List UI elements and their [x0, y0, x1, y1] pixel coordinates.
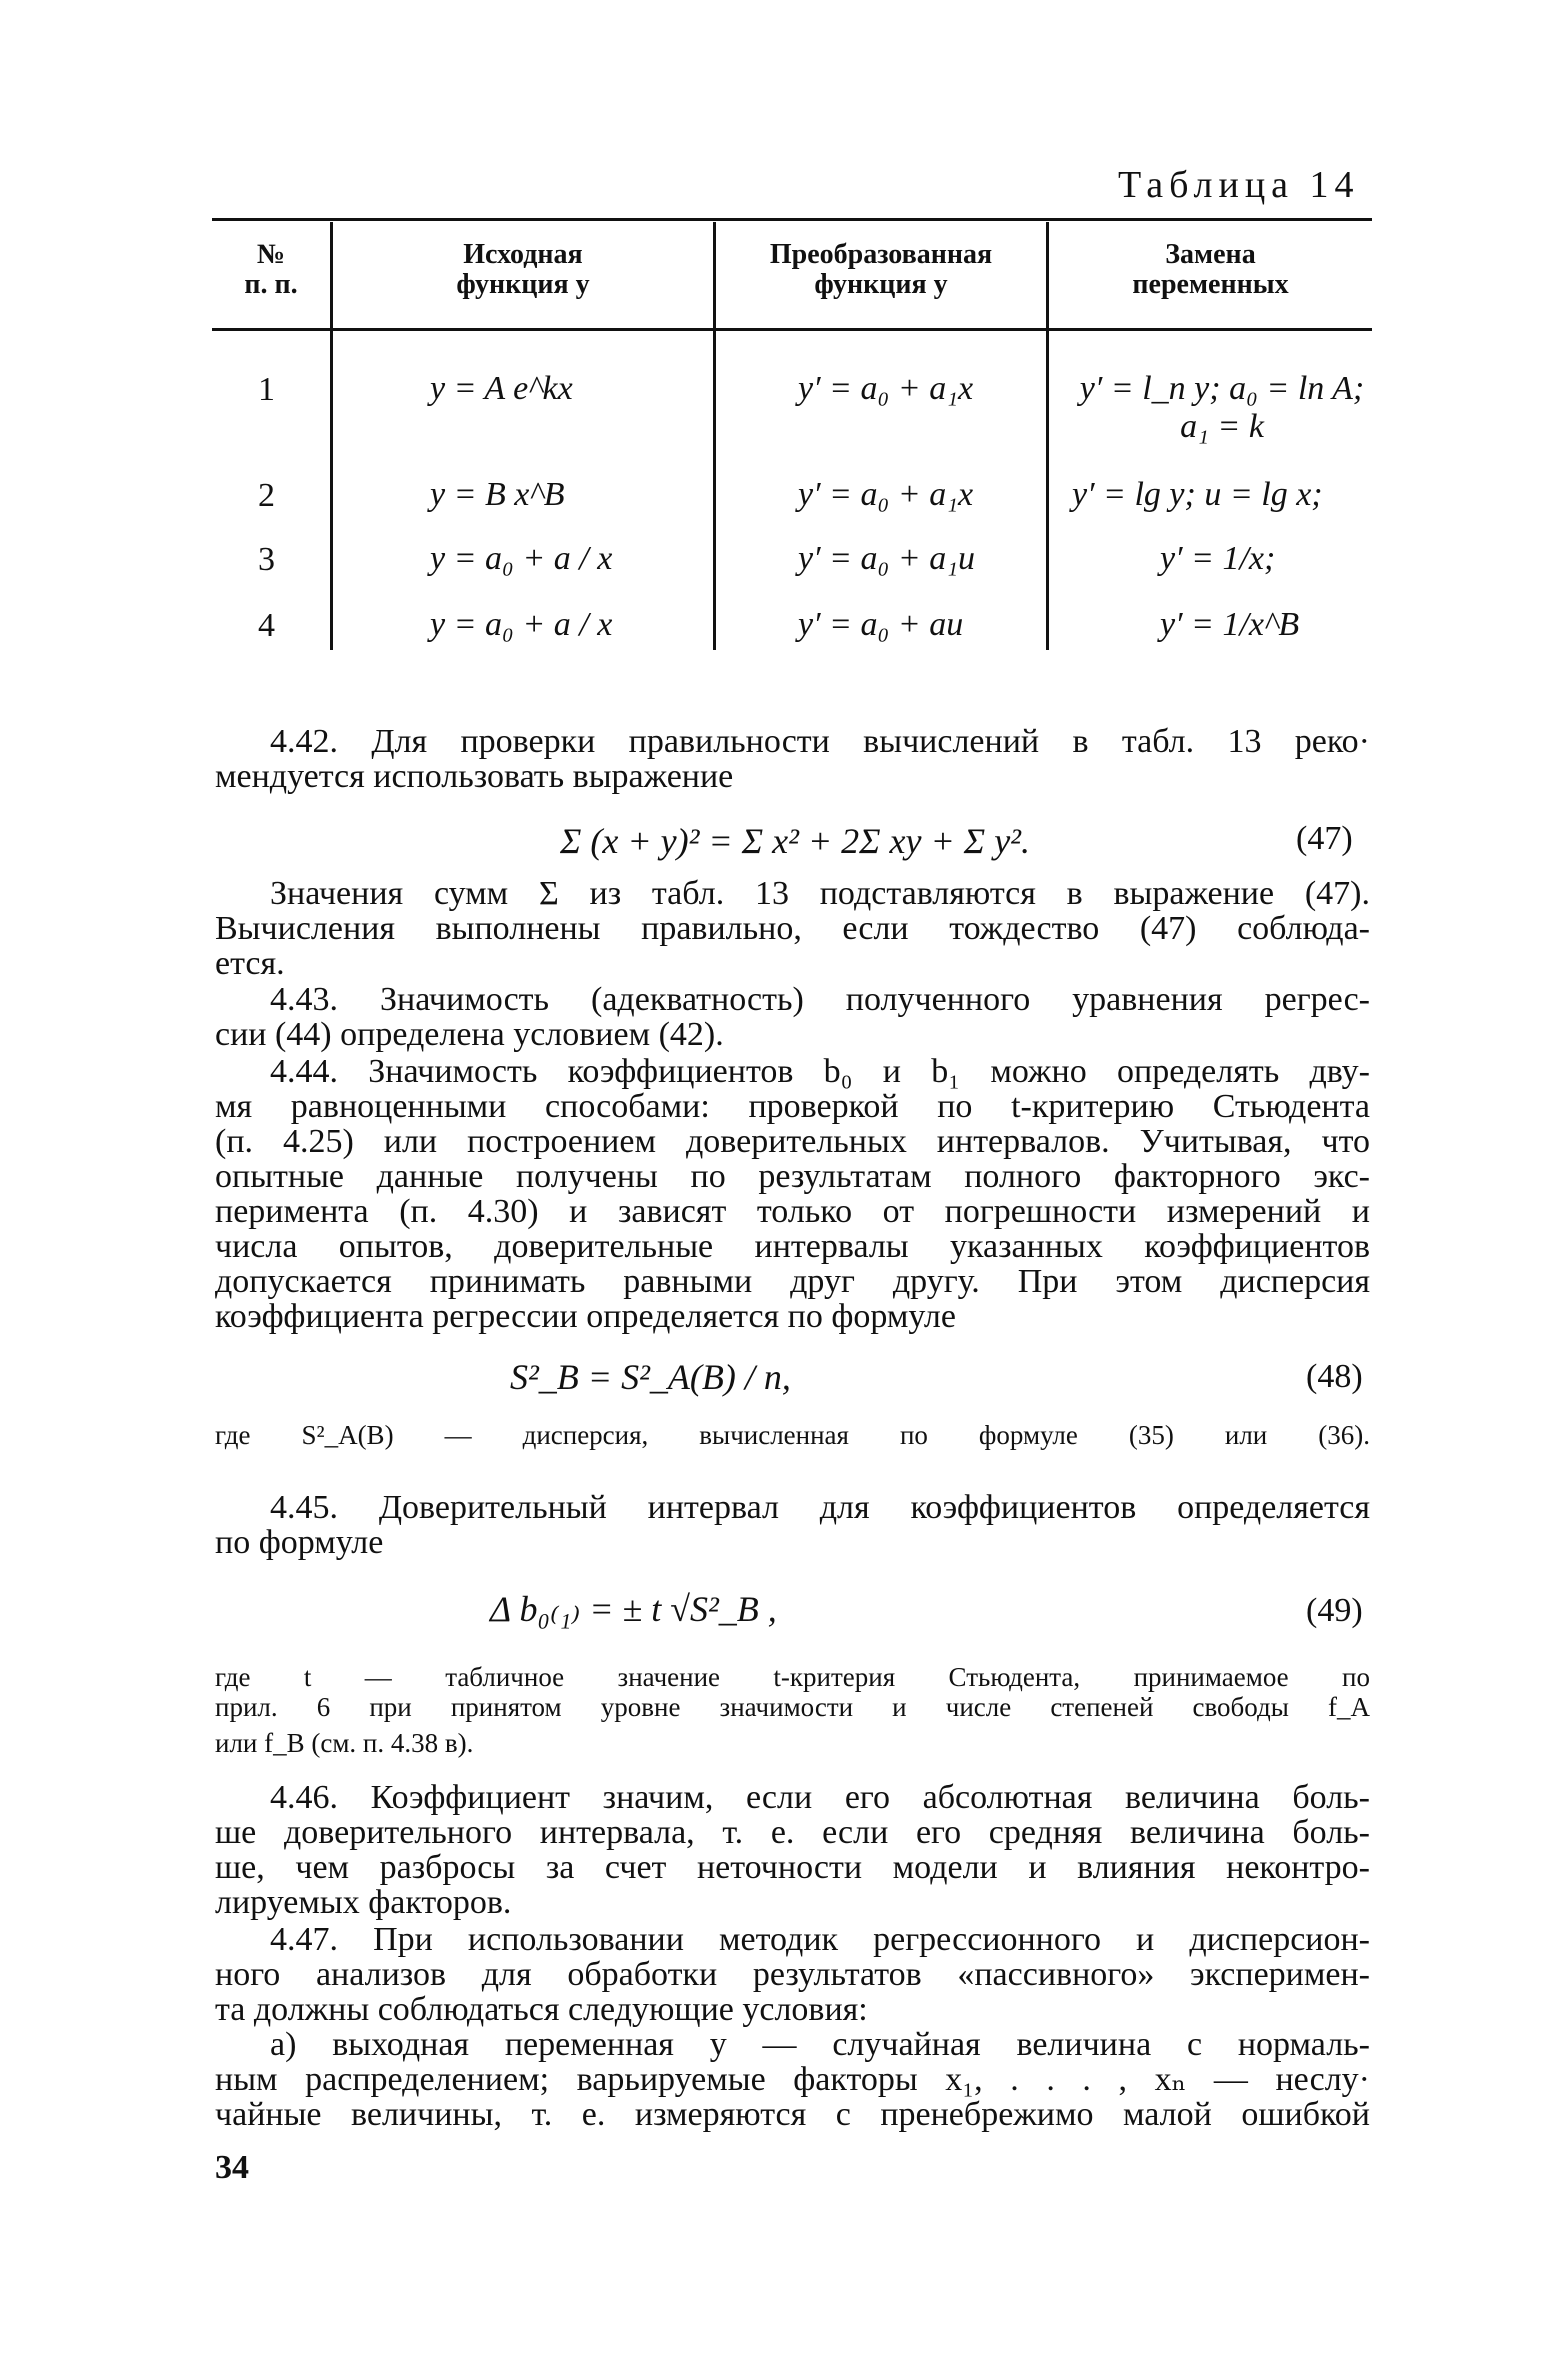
equation-47-number: (47) — [1296, 820, 1353, 857]
text-line: сии (44) определена условием (42). — [215, 1016, 724, 1053]
text-line: Вычисления выполнены правильно, если тождество (47) соблюда- — [215, 910, 1370, 947]
text-line: 4.46. Коэффициент значим, если его абсолютная величина боль- — [270, 1779, 1370, 1816]
paragraph-4-47 — [215, 1922, 1370, 2132]
table-header-rule — [212, 328, 1372, 331]
text-line: (п. 4.25) или построением доверительных интервалов. Учитывая, что — [215, 1123, 1370, 1160]
text-line: та должны соблюдаться следующие условия: — [215, 1991, 868, 2028]
equation-48-number: (48) — [1306, 1358, 1363, 1395]
text-line: опытные данные получены по результатам полного факторного экс- — [215, 1158, 1370, 1195]
table-caption: Таблица 14 — [1118, 164, 1360, 206]
text-line: мя равноценными способами: проверкой по t-критерию Стьюдента — [215, 1088, 1370, 1125]
text-line: коэффициента регрессии определяется по формуле — [215, 1298, 956, 1335]
page-number: 34 — [215, 2149, 249, 2186]
text-line: по формуле — [215, 1524, 384, 1561]
text-line: ше доверительного интервала, т. е. если его средняя величина боль- — [215, 1814, 1370, 1851]
variable-substitution: y′ = 1/x^B — [1160, 606, 1300, 643]
variable-substitution: y′ = lg y; u = lg x; — [1072, 476, 1323, 513]
text-line: перимента (п. 4.30) и зависят только от погрешности измерений и — [215, 1193, 1370, 1230]
original-function: y = B x^B — [430, 476, 565, 513]
text-line: мендуется использовать выражение — [215, 758, 734, 795]
text-line: где t — табличное значение t-критерия Стьюдента, принимаемое по — [215, 1662, 1370, 1692]
row-number: 4 — [258, 607, 275, 644]
paragraph-4-43 — [215, 982, 1370, 1052]
row-number: 1 — [258, 371, 275, 408]
text-line: 4.47. При использовании методик регрессионного и дисперсион- — [270, 1921, 1370, 1958]
equation-47: Σ (x + y)² = Σ x² + 2Σ xy + Σ y². — [560, 821, 1030, 861]
equation-48: S²_B = S²_A(B) / n, — [510, 1357, 791, 1397]
transformed-function: y′ = a₀ + a₁x — [798, 476, 974, 513]
text-line: 4.45. Доверительный интервал для коэффициентов определяется — [270, 1489, 1370, 1526]
text-line: лируемых факторов. — [215, 1884, 512, 1921]
row-number: 2 — [258, 477, 275, 514]
original-function: y = A e^kx — [430, 370, 573, 407]
text-line: ше, чем разбросы за счет неточности модели и влияния неконтро- — [215, 1849, 1370, 1886]
table-header-variable-substitution: Замена переменных — [1132, 239, 1289, 300]
equation-49-number: (49) — [1306, 1592, 1363, 1629]
paragraph-4-45 — [215, 1490, 1370, 1560]
equation-48-explanation: где S²_A(B) — дисперсия, вычисленная по формуле (35) или (36). — [215, 1420, 1370, 1450]
text-line: ется. — [215, 945, 285, 982]
original-function: y = a₀ + a / x — [430, 540, 613, 577]
text-line: ного анализов для обработки результатов «пассивного» эксперимен- — [215, 1956, 1370, 1993]
transformed-function: y′ = a₀ + au — [798, 606, 964, 643]
equation-49-explanation — [215, 1662, 1370, 1758]
text-line: 4.43. Значимость (адекватность) полученного уравнения регрес- — [270, 981, 1370, 1018]
transformed-function: y′ = a₀ + a₁u — [798, 540, 976, 577]
paragraph-4-42-continued — [215, 876, 1370, 981]
text-line: прил. 6 при принятом уровне значимости и числе степеней свободы f_A — [215, 1692, 1370, 1722]
text-line: числа опытов, доверительные интервалы указанных коэффициентов — [215, 1228, 1370, 1265]
row-number: 3 — [258, 541, 275, 578]
variable-substitution: y′ = l_n y; a₀ = ln A; a₁ = k — [1079, 370, 1365, 445]
paragraph-4-46 — [215, 1780, 1370, 1920]
text-line: допускается принимать равными друг другу. При этом дисперсия — [215, 1263, 1370, 1300]
text-line: Значения сумм Σ из табл. 13 подставляются в выражение (47). — [270, 875, 1370, 912]
text-line: 4.44. Значимость коэффициентов b₀ и b₁ можно определять дву- — [270, 1053, 1370, 1090]
equation-49: Δ b₀₍₁₎ = ± t √S²_B , — [490, 1589, 777, 1629]
text-line: чайные величины, т. е. измеряются с пренебрежимо малой ошибкой — [215, 2096, 1370, 2133]
paragraph-4-42 — [215, 724, 1370, 794]
text-line: ным распределением; варьируемые факторы x₁, . . . , xₙ — неслу· — [215, 2061, 1370, 2098]
text-line: 4.42. Для проверки правильности вычислений в табл. 13 реко· — [270, 723, 1370, 760]
table-top-rule — [212, 218, 1372, 221]
table-header-original-function: Исходная функция y — [456, 239, 590, 300]
text-line: или f_B (см. п. 4.38 в). — [215, 1728, 474, 1758]
table-header-num: № п. п. — [244, 239, 298, 300]
original-function: y = a₀ + a / x — [430, 606, 613, 643]
transformed-function: y′ = a₀ + a₁x — [798, 370, 974, 407]
variable-substitution: y′ = 1/x; — [1160, 540, 1276, 577]
text-line: а) выходная переменная y — случайная величина с нормаль- — [270, 2026, 1370, 2063]
table-header-transformed-function: Преобразованная функция y — [769, 239, 993, 300]
paragraph-4-44 — [215, 1054, 1370, 1334]
